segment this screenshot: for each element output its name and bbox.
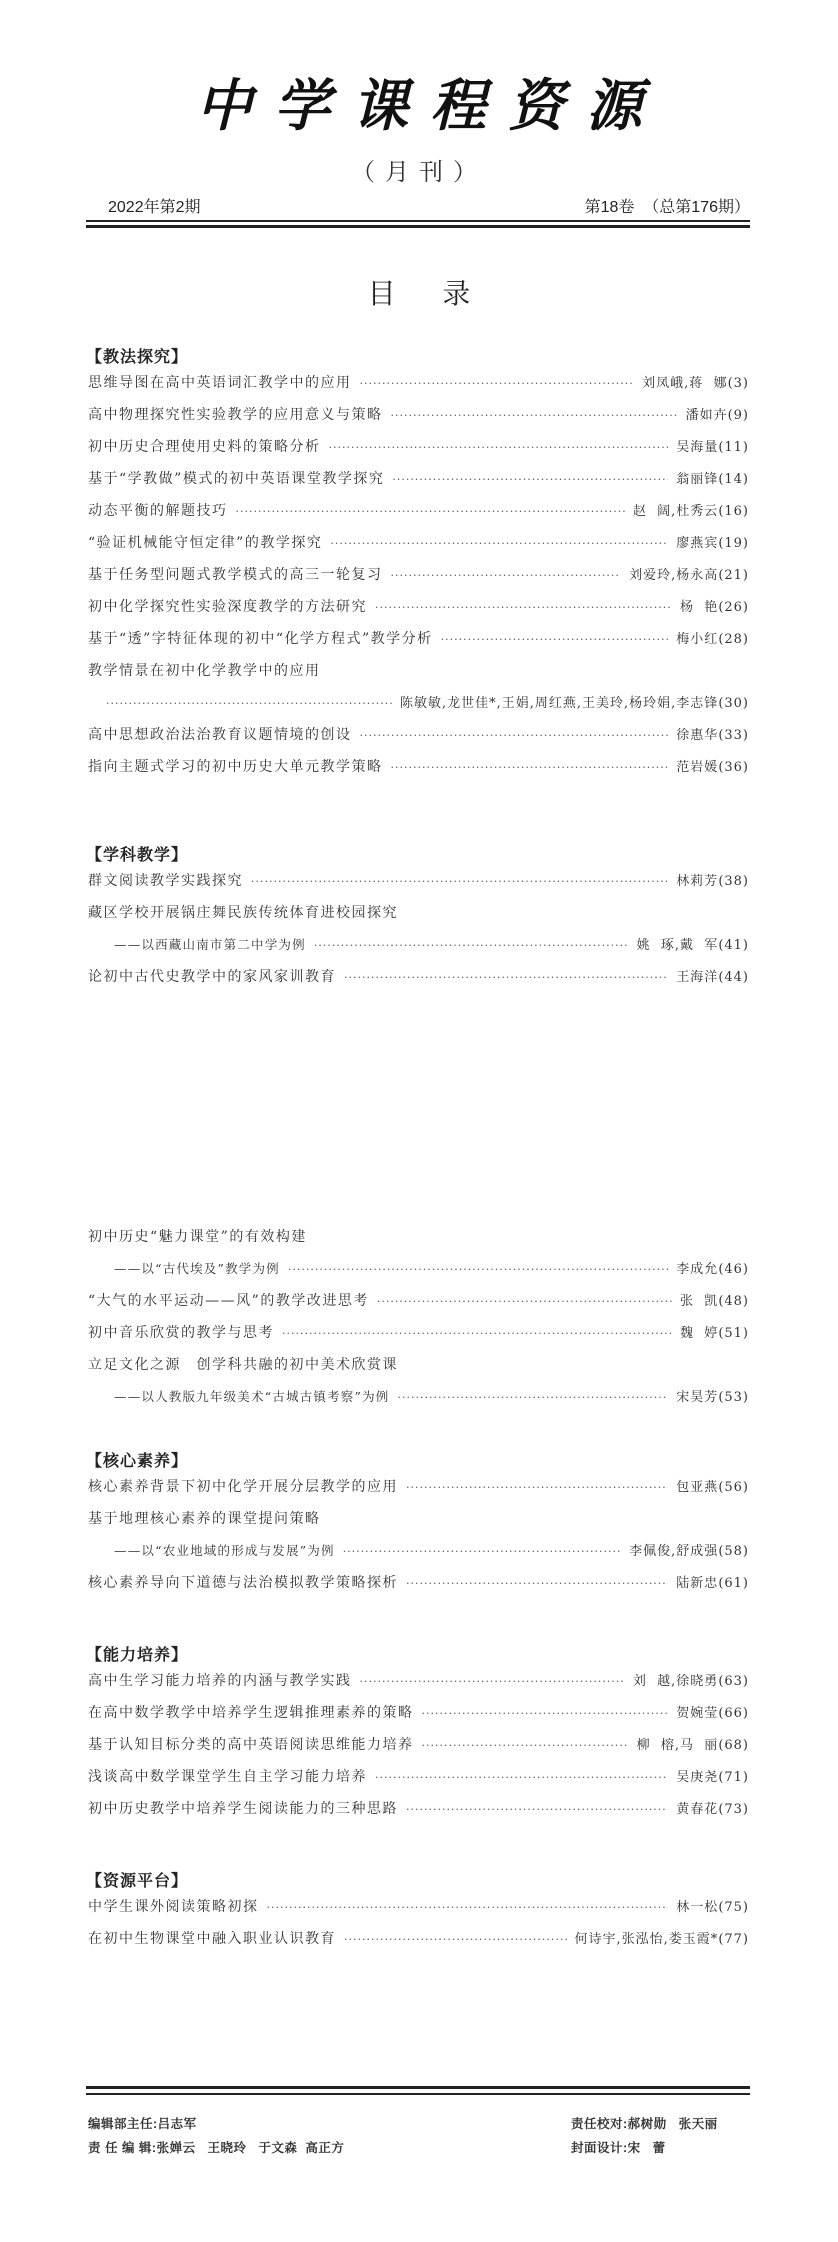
entry-page: (51) [718,1326,749,1341]
leader-dots [391,569,622,582]
entry-page: (36) [718,760,749,775]
responsible-editors: 责 任 编 辑:张婵云 王晓玲 于文森 高正方 [88,2141,345,2155]
toc-entry[interactable] [88,1766,749,1788]
entry-title: 指向主题式学习的初中历史大单元教学策略 [88,759,383,775]
entry-page: (48) [718,1294,749,1309]
leader-dots [329,441,669,454]
entry-authors: 刘 越,徐晓勇 [632,1674,719,1689]
volume-number: 第18卷 （总第176期） [584,199,750,216]
entry-authors: 吴庚尧 [676,1770,719,1785]
toc-entry[interactable] [88,1226,749,1248]
entry-title: 立足文化之源 创学科共融的初中美术欣赏课 [88,1357,398,1373]
leader-dots [375,601,672,614]
toc-entry[interactable] [88,1896,749,1918]
entry-authors: 梅小红 [676,632,719,647]
leader-dots [406,1803,668,1816]
entry-title: 群文阅读教学实践探究 [88,873,243,889]
entry-title: 高中物理探究性实验教学的应用意义与策略 [88,407,383,423]
entry-page: (41) [718,938,749,953]
leader-dots [282,1327,672,1340]
entry-authors: 潘如卉 [685,408,728,423]
entry-title: 核心素养背景下初中化学开展分层教学的应用 [88,1479,398,1495]
entry-authors: 李佩俊,舒成强 [629,1544,719,1559]
entry-authors: 魏 婷 [680,1326,719,1341]
leader-dots [406,1481,668,1494]
toc-entry-subtitle[interactable] [114,934,749,956]
toc-entry[interactable] [88,1354,749,1376]
leader-dots [422,1707,669,1720]
entry-authors: 陈敏敏,龙世佳*,王娟,周红燕,王美玲,杨玲娟,李志锋 [400,696,719,711]
entry-subtitle: ——以“古代埃及”教学为例 [114,1261,280,1276]
entry-page: (71) [718,1770,749,1785]
toc-entry[interactable] [88,1702,749,1724]
toc-entry[interactable] [88,532,749,554]
leader-dots [288,1263,668,1276]
editor-director: 编辑部主任:吕志军 [88,2117,197,2131]
leader-dots [251,875,668,888]
entry-page: (77) [718,1932,749,1947]
entry-title: 初中历史合理使用史料的策略分析 [88,439,321,455]
entry-title: 教学情景在初中化学教学中的应用 [88,663,321,679]
toc-entry[interactable] [88,436,749,458]
entry-page: (33) [718,728,749,743]
toc-entry[interactable] [88,870,749,892]
entry-title: 浅谈高中数学课堂学生自主学习能力培养 [88,1769,367,1785]
section-heading: 【核心素养】 [86,1453,189,1470]
entry-authors: 翁丽锋 [676,472,719,487]
toc-title: 目 录 [367,278,471,309]
entry-page: (75) [718,1900,749,1915]
toc-entry[interactable] [88,500,749,522]
entry-authors: 包亚燕 [676,1480,719,1495]
entry-title: 初中历史“魅力课堂”的有效构建 [88,1229,307,1245]
toc-entry[interactable] [88,372,749,394]
leader-dots [344,1933,567,1946]
leader-dots [343,1545,621,1558]
footer-rule-thin [86,2093,750,2095]
leader-dots [375,1771,668,1784]
toc-entry-subtitle[interactable] [114,1386,749,1408]
entry-page: (9) [727,408,749,423]
leader-dots [344,971,668,984]
entry-page: (30) [718,696,749,711]
entry-authors: 姚 琢,戴 军 [636,938,719,953]
entry-page: (3) [727,376,749,391]
entry-page: (63) [718,1674,749,1689]
toc-entry-subtitle[interactable] [114,1258,749,1280]
toc-entry-subtitle[interactable] [114,1540,749,1562]
entry-authors: 宋昊芳 [676,1390,719,1405]
section-heading: 【学科教学】 [86,847,189,864]
entry-title: 思维导图在高中英语词汇教学中的应用 [88,375,352,391]
toc-entry[interactable] [88,404,749,426]
entry-title: 高中思想政治法治教育议题情境的创设 [88,727,352,743]
toc-entry[interactable] [88,468,749,490]
entry-authors: 赵 阔,杜秀云 [632,504,719,519]
entry-authors: 杨 艳 [680,600,719,615]
cover-design: 封面设计:宋 蕾 [571,2141,666,2155]
entry-page: (58) [718,1544,749,1559]
entry-title: 基于认知目标分类的高中英语阅读思维能力培养 [88,1737,414,1753]
entry-page: (66) [718,1706,749,1721]
entry-page: (56) [718,1480,749,1495]
entry-page: (14) [718,472,749,487]
header-rule-thick [86,225,750,228]
leader-dots [267,1901,669,1914]
entry-title: 初中化学探究性实验深度教学的方法研究 [88,599,367,615]
entry-title: “大气的水平运动——风”的教学改进思考 [88,1293,369,1309]
toc-entry[interactable] [88,1670,749,1692]
footer-rule-thick [86,2086,750,2089]
toc-entry[interactable] [88,628,749,650]
entry-authors: 林一松 [676,1900,719,1915]
leader-dots [360,1675,625,1688]
entry-page: (38) [718,874,749,889]
leader-dots [360,377,635,390]
entry-authors: 刘爱玲,杨永高 [629,568,719,583]
header-rule-thin [86,220,750,222]
toc-entry[interactable] [88,966,749,988]
entry-page: (28) [718,632,749,647]
entry-page: (19) [718,536,749,551]
entry-title: “验证机械能守恒定律”的教学探究 [88,535,323,551]
journal-frequency: （月刊） [351,158,487,186]
leader-dots [391,761,669,774]
entry-authors: 徐惠华 [676,728,719,743]
entry-authors: 柳 榕,马 丽 [636,1738,719,1753]
entry-authors: 陆新忠 [676,1576,719,1591]
toc-entry-continuation[interactable] [106,692,749,714]
toc-entry[interactable] [88,660,749,682]
proofreaders: 责任校对:郝树勋 张天丽 [571,2117,718,2131]
entry-authors: 王海洋 [676,970,719,985]
leader-dots [422,1739,629,1752]
entry-page: (44) [718,970,749,985]
leader-dots [392,473,668,486]
toc-entry[interactable] [88,1734,749,1756]
toc-entry[interactable] [88,564,749,586]
entry-title: 基于任务型问题式教学模式的高三一轮复习 [88,567,383,583]
entry-authors: 张 凯 [680,1294,719,1309]
toc-entry[interactable] [88,596,749,618]
leader-dots [236,505,625,518]
entry-subtitle: ——以人教版九年级美术“古城古镇考察”为例 [114,1389,390,1404]
entry-page: (26) [718,600,749,615]
leader-dots [377,1295,672,1308]
issue-number: 2022年第2期 [108,199,201,216]
entry-page: (61) [718,1576,749,1591]
toc-entry[interactable] [88,1322,749,1344]
section-heading: 【资源平台】 [86,1873,189,1890]
entry-title: 藏区学校开展锅庄舞民族传统体育进校园探究 [88,905,398,921]
entry-title: 在高中数学教学中培养学生逻辑推理素养的策略 [88,1705,414,1721]
entry-page: (46) [718,1262,749,1277]
entry-title: 初中历史教学中培养学生阅读能力的三种思路 [88,1801,398,1817]
entry-title: 基于“学教做”模式的初中英语课堂教学探究 [88,471,385,487]
leader-dots [106,697,392,710]
leader-dots [314,939,629,952]
toc-entry[interactable] [88,756,749,778]
toc-entry[interactable] [88,1476,749,1498]
toc-entry[interactable] [88,1798,749,1820]
entry-authors: 廖燕宾 [676,536,719,551]
toc-entry[interactable] [88,1572,749,1594]
entry-authors: 林莉芳 [676,874,719,889]
entry-subtitle: ——以西藏山南市第二中学为例 [114,937,306,952]
leader-dots [441,633,669,646]
entry-title: 论初中古代史教学中的家风家训教育 [88,969,336,985]
entry-title: 核心素养导向下道德与法治模拟教学策略探析 [88,1575,398,1591]
toc-entry[interactable] [88,1928,749,1950]
entry-page: (11) [718,440,749,455]
entry-authors: 贺婉莹 [676,1706,719,1721]
entry-page: (73) [718,1802,749,1817]
toc-entry[interactable] [88,1508,749,1530]
entry-page: (53) [718,1390,749,1405]
entry-title: 高中生学习能力培养的内涵与教学实践 [88,1673,352,1689]
entry-authors: 吴海量 [676,440,719,455]
entry-subtitle: ——以“农业地域的形成与发展”为例 [114,1543,335,1558]
entry-authors: 范岩媛 [676,760,719,775]
leader-dots [330,537,668,550]
entry-title: 中学生课外阅读策略初探 [88,1899,259,1915]
journal-title: 中学课程资源 [196,73,664,139]
leader-dots [360,729,669,742]
entry-page: (16) [718,504,749,519]
section-heading: 【教法探究】 [86,349,189,366]
toc-entry[interactable] [88,1290,749,1312]
entry-title: 基于“透”字特征体现的初中“化学方程式”教学分析 [88,631,433,647]
entry-title: 初中音乐欣赏的教学与思考 [88,1325,274,1341]
entry-authors: 李成允 [676,1262,719,1277]
entry-page: (21) [718,568,749,583]
entry-authors: 刘凤峨,蒋 娜 [642,376,728,391]
leader-dots [406,1577,668,1590]
leader-dots [397,1391,668,1404]
entry-title: 基于地理核心素养的课堂提问策略 [88,1511,321,1527]
entry-title: 动态平衡的解题技巧 [88,503,228,519]
toc-entry[interactable] [88,902,749,924]
leader-dots [391,409,678,422]
section-heading: 【能力培养】 [86,1647,189,1664]
entry-title: 在初中生物课堂中融入职业认识教育 [88,1931,336,1947]
entry-page: (68) [718,1738,749,1753]
toc-entry[interactable] [88,724,749,746]
entry-authors: 黄春花 [676,1802,719,1817]
entry-authors: 何诗宇,张泓怡,娄玉霞* [574,1932,719,1947]
